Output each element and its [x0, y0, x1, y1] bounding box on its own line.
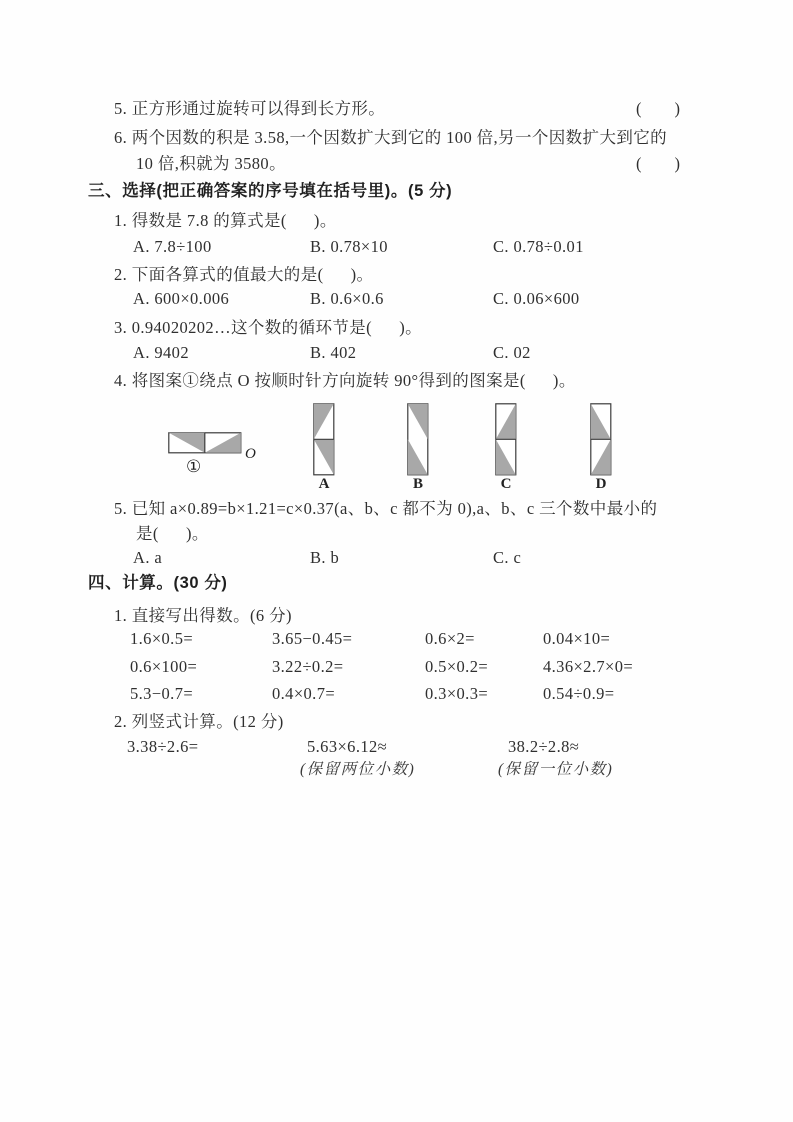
choice-q5-line1: 5. 已知 a×0.89=b×1.21=c×0.37(a、b、c 都不为 0),a、b、c 三个数中最小的 — [114, 499, 658, 518]
choice-q5-option-b: B. b — [310, 548, 340, 567]
judge-item-5-text: 5. 正方形通过旋转可以得到长方形。 — [114, 99, 386, 118]
vertical-note-round-one: (保留一位小数) — [498, 761, 614, 778]
choice-q2-option-c: C. 0.06×600 — [493, 289, 580, 308]
mental-problem: 0.6×2= — [425, 629, 475, 648]
mental-problem: 3.22÷0.2= — [272, 657, 344, 676]
judge-item-6-line1: 6. 两个因数的积是 3.58,一个因数扩大到它的 100 倍,另一个因数扩大到它的 — [114, 128, 668, 147]
choice-q1-option-c: C. 0.78÷0.01 — [493, 237, 584, 256]
mental-problem: 5.3−0.7= — [130, 684, 194, 703]
choice-q3-option-b: B. 402 — [310, 343, 357, 362]
choice-q1-option-b: B. 0.78×10 — [310, 237, 388, 256]
figure-option-a — [313, 403, 335, 476]
figure-option-d-label: D — [595, 476, 607, 492]
choice-q3-option-a: A. 9402 — [133, 343, 189, 362]
judge-item-5-bracket: ( ) — [636, 99, 680, 118]
figure-option-b-label: B — [412, 476, 423, 492]
vertical-problem: 5.63×6.12≈ — [307, 737, 388, 756]
choice-q1-text: 1. 得数是 7.8 的算式是( )。 — [114, 211, 337, 230]
figure-option-c-label: C — [500, 476, 512, 492]
choice-q5-option-c: C. c — [493, 548, 522, 567]
mental-problem: 4.36×2.7×0= — [543, 657, 634, 676]
mental-problem: 0.54÷0.9= — [543, 684, 615, 703]
section-choice-heading: 三、选择(把正确答案的序号填在括号里)。(5 分) — [88, 182, 453, 200]
choice-q4-text: 4. 将图案①绕点 O 按顺时针方向旋转 90°得到的图案是( )。 — [114, 371, 576, 390]
choice-q2-option-b: B. 0.6×0.6 — [310, 289, 384, 308]
mental-problem: 0.5×0.2= — [425, 657, 489, 676]
choice-q1-option-a: A. 7.8÷100 — [133, 237, 212, 256]
choice-q3-text: 3. 0.94020202…这个数的循环节是( )。 — [114, 318, 423, 337]
choice-q2-text: 2. 下面各算式的值最大的是( )。 — [114, 265, 374, 284]
vertical-problem: 3.38÷2.6= — [127, 737, 199, 756]
calc-mental-title: 1. 直接写出得数。(6 分) — [114, 606, 292, 625]
section-calc-heading: 四、计算。(30 分) — [88, 574, 228, 592]
mental-problem: 1.6×0.5= — [130, 629, 194, 648]
figure-option-c — [495, 403, 517, 476]
calc-vertical-title: 2. 列竖式计算。(12 分) — [114, 712, 284, 731]
mental-problem: 0.6×100= — [130, 657, 198, 676]
figure-option-b — [407, 403, 429, 476]
choice-q3-option-c: C. 02 — [493, 343, 531, 362]
figure-point-o-label: O — [245, 446, 256, 462]
vertical-note-round-two: (保留两位小数) — [300, 761, 416, 778]
mental-problem: 0.3×0.3= — [425, 684, 489, 703]
vertical-problem: 38.2÷2.8≈ — [508, 737, 580, 756]
choice-q2-option-a: A. 600×0.006 — [133, 289, 230, 308]
choice-q5-option-a: A. a — [133, 548, 163, 567]
mental-problem: 0.4×0.7= — [272, 684, 336, 703]
figure-original — [168, 432, 242, 454]
figure-circled-1-label: ① — [186, 457, 202, 476]
mental-problem: 3.65−0.45= — [272, 629, 353, 648]
choice-q5-line2: 是( )。 — [136, 524, 209, 543]
judge-item-6-bracket: ( ) — [636, 154, 680, 173]
figure-option-a-label: A — [318, 476, 330, 492]
judge-item-6-line2: 10 倍,积就为 3580。 — [136, 154, 286, 173]
mental-problem: 0.04×10= — [543, 629, 611, 648]
figure-option-d — [590, 403, 612, 476]
